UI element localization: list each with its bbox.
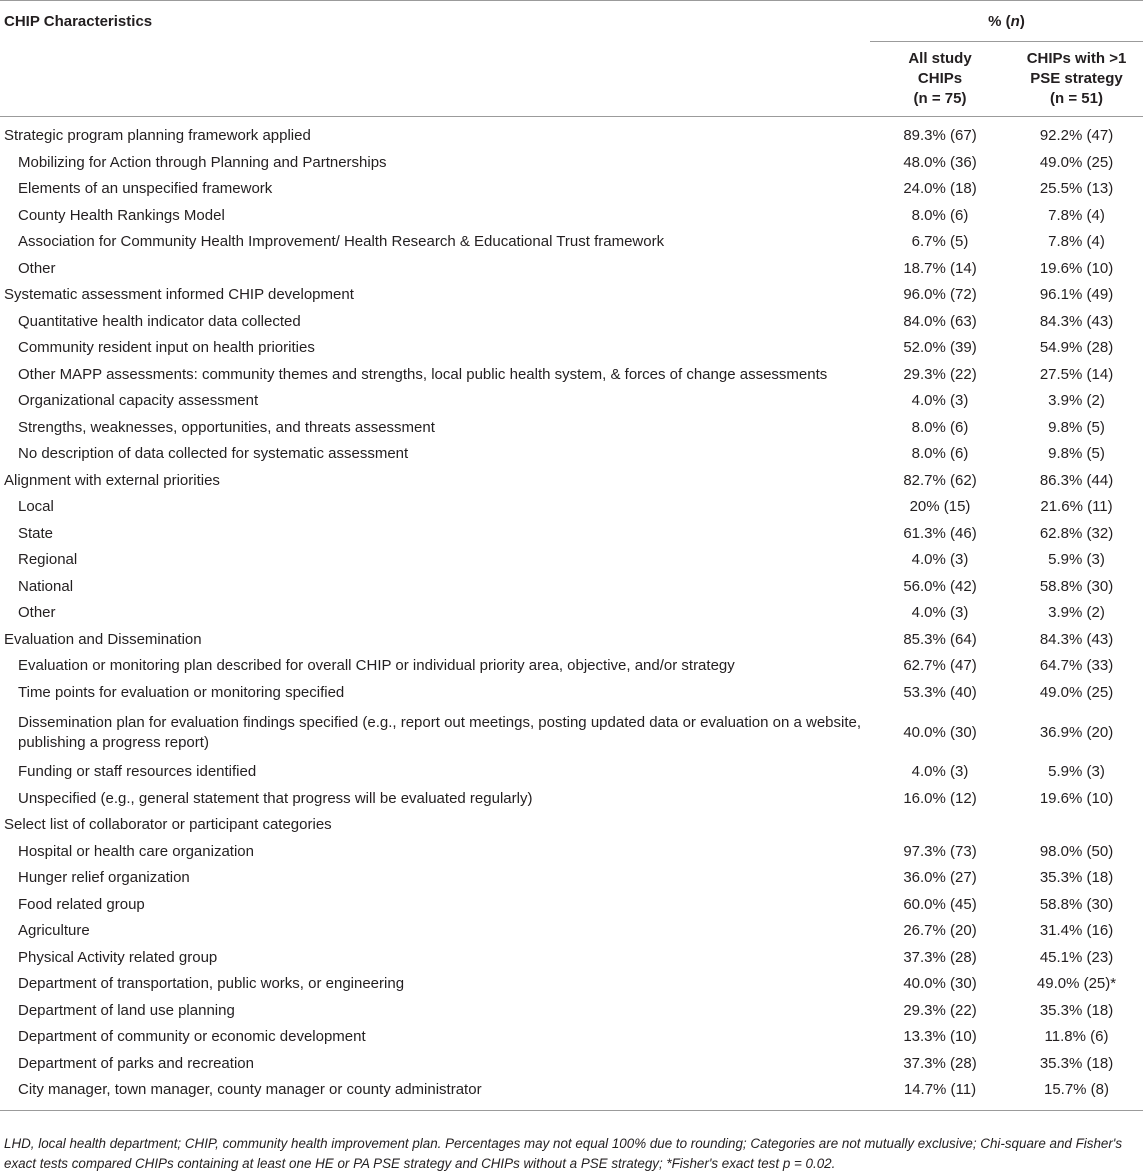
header-pse-n: (n = 51): [1050, 90, 1103, 107]
row-value-pse: 5.9% (3): [1048, 763, 1105, 781]
table-row: [0, 547, 1143, 574]
table-row: [0, 150, 1143, 177]
row-value-all: 40.0% (30): [903, 723, 977, 741]
row-value-pse: 86.3% (44): [1039, 471, 1114, 489]
row-value-pse: 49.0% (25)*: [1036, 975, 1117, 993]
row-label: Evaluation or monitoring plan described for overall CHIP or individual priority area, objective, and/or strategy: [18, 657, 735, 675]
row-value-pse: 27.5% (14): [1039, 365, 1114, 383]
table-row: [0, 865, 1143, 892]
row-value-pse: 35.3% (18): [1039, 1054, 1114, 1072]
row-value-pse: 3.9% (2): [1048, 392, 1105, 410]
table-row: [0, 335, 1143, 362]
row-label: Community resident input on health priorities: [18, 339, 315, 357]
row-value-pse: 49.0% (25): [1039, 683, 1114, 701]
header-pse-line1: CHIPs with >1: [1026, 50, 1127, 67]
row-label: Department of parks and recreation: [18, 1054, 254, 1072]
header-all-study-chips: [870, 42, 1010, 117]
row-value-all: 20% (15): [909, 498, 971, 516]
table-footnote: LHD, local health department; CHIP, community health improvement plan. Percentages may not equal 100% due to rounding; Categories are not mutually exclusive; Chi-square and Fisher's exact tests compared CHIPs containing at least one HE or PA PSE strategy and CHIPs without a PSE strategy; *Fisher's exact test p = 0.02.: [4, 1136, 1123, 1171]
row-value-pse: 35.3% (18): [1039, 869, 1114, 887]
row-value-pse: 9.8% (5): [1048, 445, 1105, 463]
table-row: [0, 229, 1143, 256]
row-label: Quantitative health indicator data collected: [18, 312, 301, 330]
row-label: Funding or staff resources identified: [18, 763, 257, 781]
row-value-all: 14.7% (11): [870, 1077, 1010, 1110]
row-value-all: 85.3% (64): [903, 630, 977, 648]
row-label: National: [18, 577, 74, 595]
table-row: [0, 971, 1143, 998]
header-percent-n-italic: n: [1010, 12, 1020, 30]
row-value-all: 4.0% (3): [911, 551, 969, 569]
table-row: [0, 521, 1143, 548]
row-label: Elements of an unspecified framework: [18, 180, 273, 198]
header-percent-prefix: % (: [988, 12, 1011, 30]
row-value-pse: 35.3% (18): [1039, 1001, 1114, 1019]
table-row: [0, 203, 1143, 230]
row-label: Agriculture: [18, 922, 90, 940]
row-label: Local: [18, 498, 54, 516]
table-row: [0, 812, 1143, 839]
row-label: Mobilizing for Action through Planning and Partnerships: [18, 153, 387, 171]
row-value-all: 37.3% (28): [903, 1054, 977, 1072]
row-label: Other: [18, 259, 56, 277]
row-label: Select list of collaborator or participant categories: [4, 816, 332, 834]
row-label: Association for Community Health Improvement/ Health Research & Educational Trust framework: [18, 233, 665, 251]
row-label: Hunger relief organization: [18, 869, 190, 887]
table-row: [0, 998, 1143, 1025]
row-value-all: 29.3% (22): [903, 1001, 977, 1019]
row-label: Department of community or economic development: [18, 1028, 366, 1046]
row-label: Organizational capacity assessment: [18, 392, 259, 410]
row-value-pse: 19.6% (10): [1039, 259, 1114, 277]
row-value-pse: 19.6% (10): [1039, 789, 1114, 807]
row-value-all: 13.3% (10): [903, 1028, 977, 1046]
table-row: [0, 117, 1143, 150]
row-value-all: 40.0% (30): [903, 975, 977, 993]
row-value-all: 82.7% (62): [903, 471, 977, 489]
row-value-all: 8.0% (6): [911, 206, 969, 224]
row-value-pse: 36.9% (20): [1039, 723, 1114, 741]
header-percent-suffix: ): [1019, 12, 1025, 30]
row-value-all: 29.3% (22): [903, 365, 977, 383]
row-label: Department of land use planning: [18, 1001, 235, 1019]
row-value-all: 8.0% (6): [911, 445, 969, 463]
header-percent-n: [870, 1, 1143, 42]
row-value-pse: [1010, 812, 1143, 839]
row-label: Regional: [18, 551, 78, 569]
row-value-all: 61.3% (46): [903, 524, 977, 542]
header-pse-line2: PSE strategy: [1030, 70, 1123, 87]
row-value-all: 96.0% (72): [903, 286, 977, 304]
table-row: [0, 1024, 1143, 1051]
table-row: [0, 918, 1143, 945]
row-label: Hospital or health care organization: [18, 842, 254, 860]
row-value-pse: 54.9% (28): [1039, 339, 1114, 357]
row-value-pse: 96.1% (49): [1039, 286, 1114, 304]
row-label: Strengths, weaknesses, opportunities, and threats assessment: [18, 418, 435, 436]
header-all-line2: CHIPs: [917, 70, 963, 87]
table-row: [0, 653, 1143, 680]
table-row: [0, 309, 1143, 336]
row-value-all: 16.0% (12): [903, 789, 977, 807]
row-value-all: 52.0% (39): [903, 339, 977, 357]
table-row: [0, 600, 1143, 627]
row-value-all: 37.3% (28): [903, 948, 977, 966]
row-label: Food related group: [18, 895, 145, 913]
table-row: [0, 892, 1143, 919]
row-label: Other: [18, 604, 56, 622]
header-chip-characteristics: CHIP Characteristics: [0, 1, 870, 42]
row-value-pse: 11.8% (6): [1044, 1028, 1109, 1046]
row-label: Other MAPP assessments: community themes and strengths, local public health system, & forces of change assessments: [18, 365, 828, 383]
table-row: [0, 945, 1143, 972]
table-row: [0, 282, 1143, 309]
row-label: Alignment with external priorities: [4, 471, 220, 489]
row-label: State: [18, 524, 54, 542]
row-value-all: 89.3% (67): [903, 127, 977, 145]
row-value-all: 18.7% (14): [903, 259, 977, 277]
row-value-pse: 9.8% (5): [1048, 418, 1105, 436]
row-value-pse: 49.0% (25): [1039, 153, 1114, 171]
table-row: [0, 256, 1143, 283]
row-value-pse: 92.2% (47): [1039, 127, 1114, 145]
table-row: [0, 574, 1143, 601]
row-label: City manager, town manager, county manager or county administrator: [0, 1077, 870, 1110]
row-value-pse: 7.8% (4): [1048, 233, 1105, 251]
table-row: [0, 1051, 1143, 1078]
row-value-all: 6.7% (5): [911, 233, 969, 251]
header-empty-cell: [0, 42, 870, 117]
row-label: Dissemination plan for evaluation findings specified (e.g., report out meetings, posting updated data or evaluation on a website, publishing a progress report): [18, 713, 862, 751]
row-value-pse: 25.5% (13): [1039, 180, 1114, 198]
row-label: Physical Activity related group: [18, 948, 218, 966]
row-value-pse: 15.7% (8): [1010, 1077, 1143, 1110]
row-value-all: [870, 812, 1010, 839]
row-label: No description of data collected for systematic assessment: [18, 445, 409, 463]
row-value-pse: 98.0% (50): [1039, 842, 1114, 860]
row-label: County Health Rankings Model: [18, 206, 225, 224]
table-row: [0, 388, 1143, 415]
table-row: [0, 362, 1143, 389]
table-row: [0, 1077, 1143, 1110]
row-value-all: 4.0% (3): [911, 763, 969, 781]
header-all-n: (n = 75): [913, 90, 967, 107]
row-value-pse: 45.1% (23): [1039, 948, 1114, 966]
row-label: Unspecified (e.g., general statement that progress will be evaluated regularly): [18, 789, 533, 807]
table-row: [0, 839, 1143, 866]
row-value-all: 84.0% (63): [903, 312, 977, 330]
table-row: [0, 468, 1143, 495]
row-value-all: 60.0% (45): [903, 895, 977, 913]
row-value-all: 56.0% (42): [903, 577, 977, 595]
row-label: Strategic program planning framework applied: [4, 127, 311, 145]
table-row: [0, 786, 1143, 813]
table-row: [0, 441, 1143, 468]
table-row: [0, 176, 1143, 203]
table-body: [0, 117, 1143, 1111]
row-value-all: 24.0% (18): [903, 180, 977, 198]
row-label: Systematic assessment informed CHIP development: [4, 286, 354, 304]
table-row: [0, 759, 1143, 786]
row-value-all: 4.0% (3): [911, 604, 969, 622]
table-row: [0, 680, 1143, 707]
row-value-all: 48.0% (36): [903, 153, 977, 171]
row-value-all: 4.0% (3): [911, 392, 969, 410]
table-row: [0, 494, 1143, 521]
row-label: Evaluation and Dissemination: [4, 630, 202, 648]
row-value-all: 53.3% (40): [903, 683, 977, 701]
row-value-pse: 31.4% (16): [1039, 922, 1114, 940]
row-value-pse: 58.8% (30): [1039, 577, 1114, 595]
row-value-pse: 21.6% (11): [1040, 498, 1113, 516]
row-value-pse: 58.8% (30): [1039, 895, 1114, 913]
table-header: [0, 1, 1143, 117]
row-value-all: 36.0% (27): [903, 869, 977, 887]
row-value-pse: 84.3% (43): [1039, 630, 1114, 648]
row-value-pse: 5.9% (3): [1048, 551, 1105, 569]
row-value-pse: 84.3% (43): [1039, 312, 1114, 330]
row-value-pse: 64.7% (33): [1039, 657, 1114, 675]
table-row: [0, 415, 1143, 442]
row-value-all: 26.7% (20): [903, 922, 977, 940]
table-row: [0, 706, 1143, 759]
row-value-pse: 62.8% (32): [1039, 524, 1114, 542]
header-all-line1: All study: [908, 50, 972, 67]
row-label: Department of transportation, public works, or engineering: [18, 975, 405, 993]
row-value-all: 8.0% (6): [911, 418, 969, 436]
table-row: [0, 627, 1143, 654]
row-value-pse: 7.8% (4): [1048, 206, 1105, 224]
row-label: Time points for evaluation or monitoring specified: [18, 683, 345, 701]
row-value-all: 62.7% (47): [903, 657, 977, 675]
row-value-pse: 3.9% (2): [1048, 604, 1105, 622]
header-chips-pse: [1010, 42, 1143, 117]
row-value-all: 97.3% (73): [903, 842, 977, 860]
